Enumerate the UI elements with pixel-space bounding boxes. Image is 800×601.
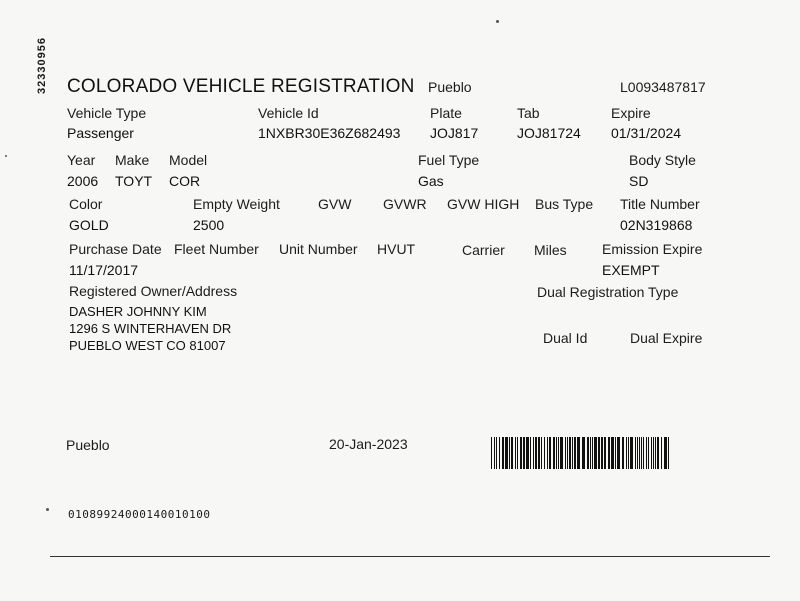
tab-value: JOJ81724 — [517, 125, 581, 141]
document-title: COLORADO VEHICLE REGISTRATION — [67, 76, 415, 97]
dual-expire-label: Dual Expire — [630, 330, 703, 346]
scan-speck — [496, 20, 499, 23]
expire-label: Expire — [611, 105, 651, 121]
issuing-office: Pueblo — [66, 437, 110, 453]
model-label: Model — [169, 152, 208, 168]
vehicle-id-label: Vehicle Id — [258, 105, 319, 121]
expire-value: 01/31/2024 — [611, 125, 682, 141]
carrier-label: Carrier — [462, 242, 505, 258]
purchase-date-label: Purchase Date — [69, 241, 162, 257]
color-value: GOLD — [69, 217, 109, 233]
plate-label: Plate — [430, 105, 462, 121]
owner-name: DASHER JOHNNY KIM — [69, 304, 207, 319]
plate-value: JOJ817 — [430, 125, 479, 141]
make-value: TOYT — [115, 173, 153, 189]
empty-weight-value: 2500 — [193, 217, 225, 233]
emission-expire-label: Emission Expire — [602, 241, 703, 257]
fleet-number-label: Fleet Number — [174, 241, 259, 257]
year-value: 2006 — [67, 173, 99, 189]
gvwr-label: GVWR — [383, 196, 427, 212]
fuel-type-label: Fuel Type — [418, 152, 480, 168]
miles-label: Miles — [534, 242, 567, 258]
body-style-label: Body Style — [629, 152, 696, 168]
emission-expire-value: EXEMPT — [602, 262, 660, 278]
model-value: COR — [169, 173, 201, 189]
bus-type-label: Bus Type — [535, 196, 594, 212]
issue-date: 20-Jan-2023 — [329, 436, 408, 452]
control-number: L0093487817 — [620, 79, 706, 95]
registered-owner-label: Registered Owner/Address — [69, 283, 238, 299]
gvw-high-label: GVW HIGH — [447, 196, 520, 212]
tab-label: Tab — [517, 105, 540, 121]
scan-speck — [46, 508, 49, 511]
scan-speck — [5, 155, 7, 157]
fuel-type-value: Gas — [418, 173, 444, 189]
county-header: Pueblo — [428, 79, 472, 95]
make-label: Make — [115, 152, 150, 168]
owner-street: 1296 S WINTERHAVEN DR — [69, 321, 232, 336]
empty-weight-label: Empty Weight — [193, 196, 280, 212]
title-number-value: 02N319868 — [620, 217, 693, 233]
vehicle-id-value: 1NXBR30E36Z682493 — [258, 125, 401, 141]
bottom-divider — [50, 556, 770, 557]
reference-number: 01089924000140010100 — [68, 508, 211, 521]
barcode-image — [491, 437, 672, 469]
owner-city-line: PUEBLO WEST CO 81007 — [69, 338, 226, 353]
vehicle-type-value: Passenger — [67, 125, 134, 141]
unit-number-label: Unit Number — [279, 241, 358, 257]
hvut-label: HVUT — [377, 241, 416, 257]
gvw-label: GVW — [318, 196, 352, 212]
side-serial-number: 32330956 — [36, 37, 48, 94]
title-number-label: Title Number — [620, 196, 700, 212]
dual-id-label: Dual Id — [543, 330, 588, 346]
dual-registration-type-label: Dual Registration Type — [537, 284, 679, 300]
purchase-date-value: 11/17/2017 — [69, 262, 139, 278]
vehicle-type-label: Vehicle Type — [67, 105, 147, 121]
body-style-value: SD — [629, 173, 649, 189]
color-label: Color — [69, 196, 103, 212]
year-label: Year — [67, 152, 96, 168]
